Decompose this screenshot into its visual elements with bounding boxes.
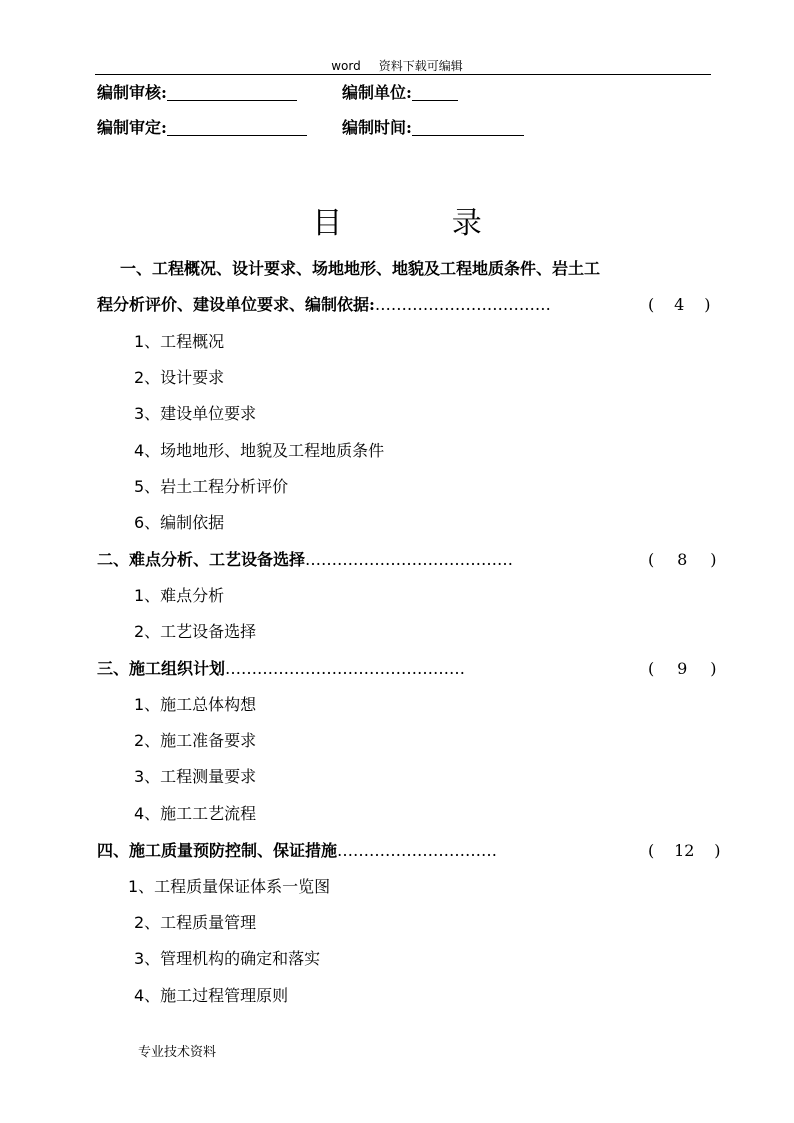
toc-dots: …………………………… <box>374 295 551 314</box>
toc-item: 2、设计要求 <box>134 368 225 387</box>
review-blank <box>167 84 297 101</box>
page-number: 8 <box>677 550 688 569</box>
toc-item: 1、施工总体构想 <box>134 695 257 714</box>
header-subtitle: 资料下载可编辑 <box>378 59 463 73</box>
unit-label: 编制单位: <box>342 83 412 102</box>
toc-dots: ………………………… <box>337 841 498 860</box>
toc-dots: ……………………………………… <box>225 659 466 678</box>
approve-label: 编制审定: <box>97 118 167 137</box>
toc-section1-line1: 一、工程概况、设计要求、场地地形、地貌及工程地质条件、岩土工 <box>120 259 601 278</box>
toc-item: 2、施工准备要求 <box>134 731 257 750</box>
header-rule <box>95 74 711 75</box>
toc-item: 1、工程质量保证体系一览图 <box>128 877 331 896</box>
toc-dots: ………………………………… <box>305 550 514 569</box>
toc-section4-title: 四、施工质量预防控制、保证措施 <box>97 841 338 860</box>
page-number: 12 <box>674 841 695 860</box>
toc-item: 2、工程质量管理 <box>134 913 257 932</box>
toc-section2-title: 二、难点分析、工艺设备选择 <box>97 550 306 569</box>
page-header <box>0 57 794 74</box>
toc-item: 3、工程测量要求 <box>134 767 257 786</box>
page-footer: 专业技术资料 <box>138 1045 217 1060</box>
toc-title: 目 录 <box>312 206 532 241</box>
review-label: 编制审核: <box>97 83 167 102</box>
toc-item: 4、施工工艺流程 <box>134 804 257 823</box>
toc-section2-page: ( 8 ) <box>648 550 717 569</box>
toc-section3 <box>97 658 465 680</box>
toc-section1-line2 <box>97 294 551 316</box>
toc-item: 1、工程概况 <box>134 332 225 351</box>
toc-section2 <box>97 549 513 571</box>
toc-item: 6、编制依据 <box>134 513 225 532</box>
toc-item: 1、难点分析 <box>134 586 225 605</box>
toc-item: 5、岩土工程分析评价 <box>134 477 289 496</box>
page-number: 4 <box>674 295 685 314</box>
page-number: 9 <box>677 659 688 678</box>
toc-section4 <box>97 840 497 862</box>
approve-blank <box>167 119 307 136</box>
toc-section1-title: 程分析评价、建设单位要求、编制依据: <box>97 295 375 314</box>
toc-item: 4、施工过程管理原则 <box>134 986 289 1005</box>
toc-section3-page: ( 9 ) <box>648 659 717 678</box>
toc-item: 2、工艺设备选择 <box>134 622 257 641</box>
toc-section3-title: 三、施工组织计划 <box>97 659 226 678</box>
header-word: word <box>331 59 361 73</box>
toc-item: 3、建设单位要求 <box>134 404 257 423</box>
unit-blank <box>412 84 458 101</box>
time-blank <box>412 119 524 136</box>
toc-item: 4、场地地形、地貌及工程地质条件 <box>134 441 385 460</box>
toc-section1-page: ( 4 ) <box>648 295 711 314</box>
time-label: 编制时间: <box>342 118 412 137</box>
toc-item: 3、管理机构的确定和落实 <box>134 949 321 968</box>
toc-section4-page: ( 12 ) <box>648 841 721 860</box>
